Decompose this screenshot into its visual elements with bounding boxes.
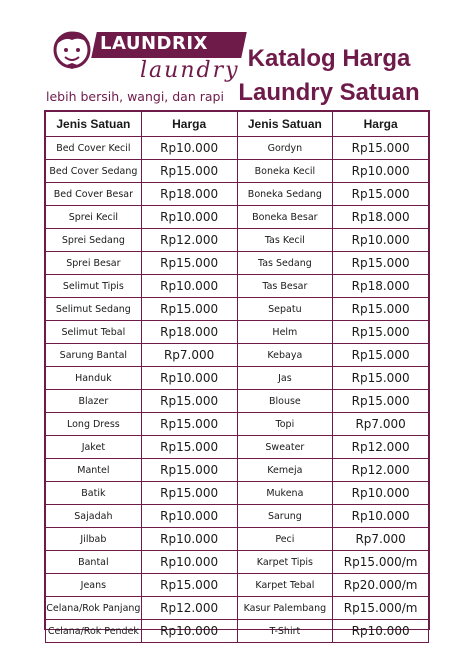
item-name-cell: Helm [237, 321, 333, 344]
brand-tagline: lebih bersih, wangi, dan rapi [46, 89, 224, 104]
item-price-cell: Rp10.000 [141, 206, 237, 229]
item-price-cell: Rp10.000 [141, 275, 237, 298]
table-row [46, 137, 429, 160]
table-row [46, 390, 429, 413]
item-price-cell: Rp10.000 [333, 505, 429, 528]
item-name-cell: Boneka Kecil [237, 160, 333, 183]
table-row [46, 298, 429, 321]
item-name-cell: Long Dress [46, 413, 142, 436]
table-row [46, 482, 429, 505]
item-price-cell: Rp10.000 [141, 551, 237, 574]
table-row [46, 459, 429, 482]
item-price-cell: Rp15.000 [333, 137, 429, 160]
item-name-cell: Gordyn [237, 137, 333, 160]
item-price-cell: Rp15.000/m [333, 597, 429, 620]
table-row [46, 183, 429, 206]
item-name-cell: Boneka Besar [237, 206, 333, 229]
item-name-cell: Blouse [237, 390, 333, 413]
item-name-cell: Tas Sedang [237, 252, 333, 275]
item-name-cell: Sepatu [237, 298, 333, 321]
item-name-cell: Sweater [237, 436, 333, 459]
table-row [46, 252, 429, 275]
item-name-cell: Kebaya [237, 344, 333, 367]
item-price-cell: Rp15.000 [141, 482, 237, 505]
column-header-item-right: Jenis Satuan [237, 112, 333, 137]
item-price-cell: Rp15.000 [333, 367, 429, 390]
item-price-cell: Rp15.000 [333, 252, 429, 275]
item-name-cell: Selimut Tipis [46, 275, 142, 298]
table-row [46, 206, 429, 229]
item-price-cell: Rp7.000 [333, 528, 429, 551]
item-name-cell: Mukena [237, 482, 333, 505]
table-row [46, 551, 429, 574]
column-header-item-left: Jenis Satuan [46, 112, 142, 137]
item-price-cell: Rp15.000 [141, 574, 237, 597]
item-name-cell: Jilbab [46, 528, 142, 551]
item-name-cell: Blazer [46, 390, 142, 413]
item-price-cell: Rp15.000/m [333, 551, 429, 574]
table-row [46, 275, 429, 298]
table-row [46, 344, 429, 367]
brand-logo [42, 12, 240, 92]
item-name-cell: Sajadah [46, 505, 142, 528]
column-header-price-left: Harga [141, 112, 237, 137]
brand-banner-text: LAUNDRIX [100, 33, 208, 54]
item-price-cell: Rp10.000 [141, 528, 237, 551]
item-name-cell: Bed Cover Besar [46, 183, 142, 206]
item-price-cell: Rp15.000 [141, 252, 237, 275]
page-title [224, 42, 434, 110]
item-name-cell: Celana/Rok Pendek [46, 620, 142, 643]
item-price-cell: Rp7.000 [333, 413, 429, 436]
page-title-line-2: Laundry Satuan [238, 79, 420, 106]
item-name-cell: Selimut Tebal [46, 321, 142, 344]
item-price-cell: Rp18.000 [333, 275, 429, 298]
table-row [46, 597, 429, 620]
item-name-cell: Sarung Bantal [46, 344, 142, 367]
item-name-cell: Celana/Rok Panjang [46, 597, 142, 620]
item-price-cell: Rp12.000 [141, 597, 237, 620]
item-name-cell: Peci [237, 528, 333, 551]
price-catalog [44, 110, 430, 638]
item-price-cell: Rp10.000 [141, 367, 237, 390]
item-price-cell: Rp18.000 [333, 206, 429, 229]
item-name-cell: Jaket [46, 436, 142, 459]
item-name-cell: Bed Cover Kecil [46, 137, 142, 160]
table-row [46, 229, 429, 252]
item-name-cell: Tas Kecil [237, 229, 333, 252]
item-price-cell: Rp10.000 [333, 229, 429, 252]
item-name-cell: Sprei Besar [46, 252, 142, 275]
item-price-cell: Rp15.000 [333, 321, 429, 344]
item-name-cell: Selimut Sedang [46, 298, 142, 321]
brand-script-text: laundry [140, 58, 240, 83]
item-price-cell: Rp15.000 [333, 298, 429, 321]
item-name-cell: Sprei Kecil [46, 206, 142, 229]
column-header-price-right: Harga [333, 112, 429, 137]
item-name-cell: Sprei Sedang [46, 229, 142, 252]
item-price-cell: Rp15.000 [141, 390, 237, 413]
item-price-cell: Rp10.000 [141, 620, 237, 643]
item-name-cell: Jas [237, 367, 333, 390]
item-price-cell: Rp10.000 [333, 620, 429, 643]
item-price-cell: Rp12.000 [141, 229, 237, 252]
item-price-cell: Rp15.000 [141, 160, 237, 183]
item-name-cell: Bantal [46, 551, 142, 574]
item-price-cell: Rp10.000 [141, 137, 237, 160]
table-header-row [46, 112, 429, 137]
item-name-cell: Karpet Tipis [237, 551, 333, 574]
table-row [46, 528, 429, 551]
item-price-cell: Rp15.000 [141, 436, 237, 459]
table-row [46, 160, 429, 183]
item-name-cell: T-Shirt [237, 620, 333, 643]
page-title-line-1: Katalog Harga [247, 45, 411, 72]
item-price-cell: Rp18.000 [141, 183, 237, 206]
table-row [46, 413, 429, 436]
item-name-cell: Topi [237, 413, 333, 436]
item-name-cell: Kasur Palembang [237, 597, 333, 620]
item-name-cell: Batik [46, 482, 142, 505]
item-price-cell: Rp15.000 [141, 413, 237, 436]
item-name-cell: Sarung [237, 505, 333, 528]
item-name-cell: Jeans [46, 574, 142, 597]
item-price-cell: Rp10.000 [333, 160, 429, 183]
item-name-cell: Bed Cover Sedang [46, 160, 142, 183]
item-name-cell: Tas Besar [237, 275, 333, 298]
table-row [46, 321, 429, 344]
item-price-cell: Rp10.000 [333, 482, 429, 505]
item-price-cell: Rp12.000 [333, 459, 429, 482]
table-row [46, 574, 429, 597]
item-price-cell: Rp12.000 [333, 436, 429, 459]
item-price-cell: Rp10.000 [141, 505, 237, 528]
item-price-cell: Rp15.000 [333, 183, 429, 206]
item-name-cell: Kemeja [237, 459, 333, 482]
item-price-cell: Rp20.000/m [333, 574, 429, 597]
price-table [45, 111, 429, 643]
item-price-cell: Rp15.000 [333, 344, 429, 367]
item-price-cell: Rp15.000 [141, 459, 237, 482]
item-name-cell: Boneka Sedang [237, 183, 333, 206]
table-row [46, 436, 429, 459]
item-price-cell: Rp15.000 [333, 390, 429, 413]
table-row [46, 505, 429, 528]
item-name-cell: Mantel [46, 459, 142, 482]
table-row [46, 620, 429, 643]
item-price-cell: Rp7.000 [141, 344, 237, 367]
table-row [46, 367, 429, 390]
item-price-cell: Rp15.000 [141, 298, 237, 321]
item-price-cell: Rp18.000 [141, 321, 237, 344]
item-name-cell: Karpet Tebal [237, 574, 333, 597]
mascot-face-icon [50, 26, 94, 70]
item-name-cell: Handuk [46, 367, 142, 390]
